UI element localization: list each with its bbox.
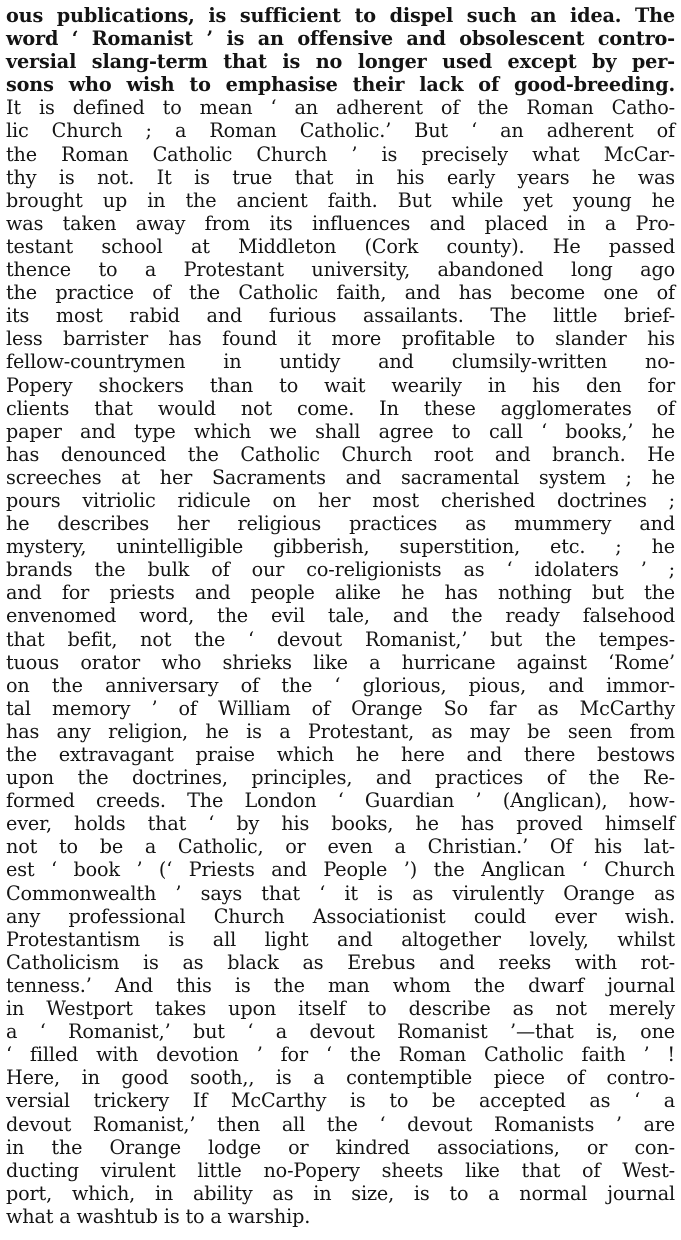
text-line: has denounced the Catholic Church root and branch. He xyxy=(6,442,675,466)
text-line: not to be a Catholic, or even a Christian.’ Of his lat- xyxy=(6,835,675,859)
text-line: a ‘ Romanist,’ but ‘ a devout Romanist ’—that is, one xyxy=(6,1020,675,1044)
text-line: he describes her religious practices as mummery and xyxy=(6,512,675,536)
text-line: Commonwealth ’ says that ‘ it is as virulently Orange as xyxy=(6,881,675,905)
text-line: fellow-countrymen in untidy and clumsily-written no- xyxy=(6,350,675,374)
text-line: ous publications, is sufficient to dispel such an idea. The xyxy=(6,4,675,27)
text-line: in Westport takes upon itself to describe as not merely xyxy=(6,997,675,1021)
text-line: It is defined to mean ‘ an adherent of the Roman Catho- xyxy=(6,96,675,120)
text-line: Catholicism is as black as Erebus and reeks with rot- xyxy=(6,950,675,974)
text-line: port, which, in ability as in size, is to a normal journal xyxy=(6,1181,675,1205)
text-line: its most rabid and furious assailants. The little brief- xyxy=(6,304,675,328)
text-line: brands the bulk of our co-religionists as ‘ idolaters ’ ; xyxy=(6,558,675,582)
text-line: ‘ filled with devotion ’ for ‘ the Roman Catholic faith ’ ! xyxy=(6,1043,675,1067)
text-line: on the anniversary of the ‘ glorious, pious, and immor- xyxy=(6,673,675,697)
text-line: has any religion, he is a Protestant, as may be seen from xyxy=(6,719,675,743)
text-line: thence to a Protestant university, abandoned long ago xyxy=(6,258,675,282)
text-line: Here, in good sooth,, is a contemptible piece of contro- xyxy=(6,1066,675,1090)
text-line: was taken away from its influences and placed in a Pro- xyxy=(6,211,675,235)
text-line: paper and type which we shall agree to call ‘ books,’ he xyxy=(6,419,675,443)
text-line: formed creeds. The London ‘ Guardian ’ (Anglican), how- xyxy=(6,789,675,813)
text-line-last: what a washtub is to a warship. xyxy=(6,1204,311,1228)
text-line: Protestantism is all light and altogether lovely, whilst xyxy=(6,927,675,951)
text-line: word ‘ Romanist ’ is an offensive and obsolescent contro- xyxy=(6,27,675,51)
text-line: est ‘ book ’ (‘ Priests and People ’) the Anglican ‘ Church xyxy=(6,858,675,882)
text-line: in the Orange lodge or kindred associations, or con- xyxy=(6,1135,675,1159)
text-line: screeches at her Sacraments and sacramental system ; he xyxy=(6,465,675,489)
text-line: that befit, not the ‘ devout Romanist,’ but the tempes- xyxy=(6,627,675,651)
text-line: tenness.’ And this is the man whom the dwarf journal xyxy=(6,973,675,997)
article-paragraph xyxy=(6,4,675,1228)
text-line: brought up in the ancient faith. But while yet young he xyxy=(6,188,675,212)
text-line: versial slang-term that is no longer used except by per- xyxy=(6,50,675,74)
text-line: sons who wish to emphasise their lack of good-breeding. xyxy=(6,73,675,97)
text-line: ducting virulent little no-Popery sheets like that of West- xyxy=(6,1158,675,1182)
text-line: versial trickery If McCarthy is to be accepted as ‘ a xyxy=(6,1089,675,1113)
text-line: the extravagant praise which he here and there bestows xyxy=(6,743,675,766)
text-line: lic Church ; a Roman Catholic.’ But ‘ an adherent of xyxy=(6,119,675,143)
text-line: tal memory ’ of William of Orange So far as McCarthy xyxy=(6,696,675,720)
text-line: ever, holds that ‘ by his books, he has proved himself xyxy=(6,812,675,836)
text-line: envenomed word, the evil tale, and the ready falsehood xyxy=(6,604,675,628)
text-line: mystery, unintelligible gibberish, superstition, etc. ; he xyxy=(6,535,675,559)
text-line: Popery shockers than to wait wearily in his den for xyxy=(6,373,675,397)
text-line: any professional Church Associationist could ever wish. xyxy=(6,904,675,928)
text-line: the practice of the Catholic faith, and has become one of xyxy=(6,281,675,305)
text-line: upon the doctrines, principles, and practices of the Re- xyxy=(6,766,675,790)
text-line: and for priests and people alike he has nothing but the xyxy=(6,581,675,605)
text-line: pours vitriolic ridicule on her most cherished doctrines ; xyxy=(6,488,675,512)
text-line: tuous orator who shrieks like a hurricane against ‘Rome’ xyxy=(6,650,675,674)
text-line: less barrister has found it more profitable to slander his xyxy=(6,327,675,351)
text-line: the Roman Catholic Church ’ is precisely what McCar- xyxy=(6,142,675,166)
text-line: testant school at Middleton (Cork county). He passed xyxy=(6,234,675,258)
text-line: thy is not. It is true that in his early years he was xyxy=(6,165,675,189)
text-line: devout Romanist,’ then all the ‘ devout Romanists ’ are xyxy=(6,1112,675,1136)
text-line: clients that would not come. In these agglomerates of xyxy=(6,396,675,420)
